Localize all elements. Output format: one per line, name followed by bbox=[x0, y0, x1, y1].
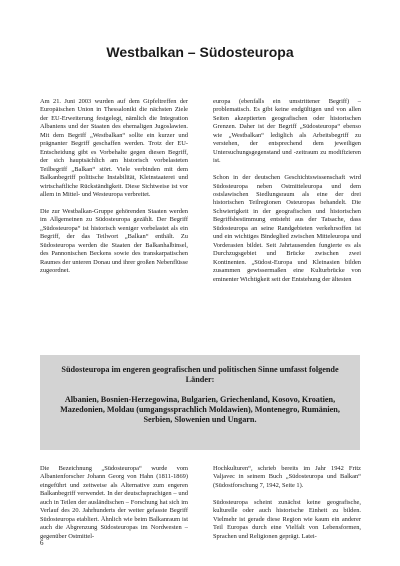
intro-left-column bbox=[40, 98, 188, 276]
lower-right-column bbox=[213, 465, 361, 541]
paragraph: Schon in der deutschen Geschichtswissenschaft wird Südosteuropa neben Ostmitteleuropa und dem ostslawischen Siedlungsraum als eine der drei historischen Teilregionen Osteuropas behandelt. Die Schwierigkeit in der geografischen und historischen Begriffsbestimmung entsteht aus der Tatsache, dass Südosteuropa an seine Randgebieten verkehrsoffen ist und ein wichtiges Bindeglied zwischen Mitteleuropa und Vorderasien bildet. Seit Jahrtausenden fungierte es als Durchzugsgebiet und Brücke zwischen zwei Kontinenten. „Südost-Europa und Kleinasien bilden zusammen gewissermaßen eine Kulturbrücke von eminenter Wichtigkeit seit der Entstehung der ältesten bbox=[213, 174, 361, 283]
paragraph: europa (ebenfalls ein umstrittener Begriff) – problematisch. Es gibt keine endgültigen und von allen Seiten akzeptierten geografischen oder historischen Grenzen. Daher ist der Begriff „Südosteuropa“ ebenso wie „Westbalkan“ lediglich als Arbeitsbegriff zu verstehen, der entsprechend dem jeweiligen Untersuchungsgegenstand und -zeitraum zu modifizieren ist. bbox=[213, 98, 361, 165]
paragraph: Die zur Westbalkan-Gruppe gehörenden Staaten werden im Allgemeinen zu Südosteuropa gezählt. Der Begriff „Südosteuropa“ ist historisch weniger vorbelastet als ein Begriff, der das Teilwort „Balkan“ enthält. Zu Südosteuropa werden die Staaten der Balkanhalbinsel, des Pannonischen Beckens sowie des transkarpatischen Raumes der unteren Donau und ihrer großen Nebenflüsse zugeordnet. bbox=[40, 207, 188, 275]
paragraph: Die Bezeichnung „Südosteuropa“ wurde vom Albanienforscher Johann Georg von Hahn (1811-1869) eingeführt und zeitweise als Alternative zum engeren Balkanbegriff verwendet. In der deutschsprachigen – und auch in Teilen der ausländischen – Forschung hat sich im Verlauf des 20. Jahrhunderts der weiter gefasste Begriff Südosteuropa etabliert. Ähnlich wie beim Balkanraum ist auch die Abgrenzung Südosteuropas im Nordwesten – gegenüber Ostmittel- bbox=[40, 465, 188, 540]
lower-left-column bbox=[40, 465, 188, 541]
paragraph: Südosteuropa scheint zunächst keine geografische, kulturelle oder auch historische Einheit zu bilden. Vielmehr ist gerade diese Region wie kaum ein anderer Teil Europas durch eine Vielfalt von Lebensformen, Sprachen und Religionen geprägt. Latei- bbox=[213, 498, 361, 540]
paragraph: Hochkulturen“, schrieb bereits im Jahr 1942 Fritz Valjavec in seinem Buch „Südosteuropa und Balkan“ (Südostforschung 7, 1942, Seite 1). bbox=[213, 465, 361, 489]
page-number: 6 bbox=[40, 539, 44, 547]
intro-right-column bbox=[213, 98, 361, 284]
page-title: Westbalkan – Südosteuropa bbox=[106, 44, 294, 60]
box-title: Südosteuropa im engeren geografischen und politischen Sinne umfasst folgende Länder: bbox=[61, 365, 339, 384]
countries-box bbox=[40, 355, 360, 450]
country-list: Albanien, Bosnien-Herzegowina, Bulgarien, Griechenland, Kosovo, Kroatien, Mazedonien, Moldau (umgangssprachlich Moldawien), Montenegro, Rumänien, Serbien, Slowenien und Ungarn. bbox=[60, 395, 340, 424]
paragraph: Am 21. Juni 2003 wurden auf dem Gipfeltreffen der Europäischen Union in Thessaloniki die nächsten Ziele der EU-Erweiterung festgelegt, nämlich die Integration Albaniens und der Staaten des ehemaligen Jugoslawien. Mit dem Begriff „Westbalkan“ sollte ein kurzer und prägnanter Begriff geschaffen werden. Trotz der EU-Entscheidung gibt es Vorbehalte gegen diesen Begriff, der sich hauptsächlich am historisch vorbelasteten Teilbegriff „Balkan“ stört. Viele verbinden mit dem Balkanbegriff politische Instabilität, Kleinstaaterei und wirtschaftliche Rückständigkeit. Diese Sichtweise ist vor allem in Mittel- und Westeuropa verbreitet. bbox=[40, 98, 188, 198]
